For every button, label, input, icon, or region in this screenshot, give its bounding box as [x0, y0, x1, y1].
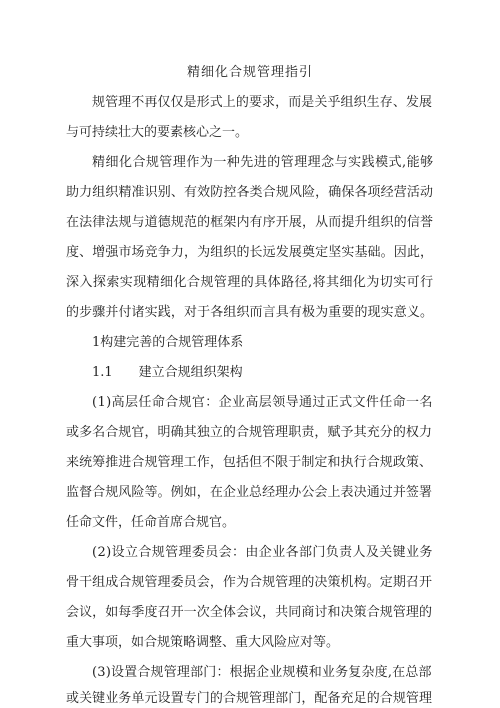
- para2-line-6: 的步骤并付诸实践，对于各组织而言具有极为重要的现实意义。: [66, 305, 434, 320]
- item1-line-4: 监督合规风险等。例如，在企业总经理办公会上表决通过并签署: [66, 485, 433, 500]
- item2-line-4: 重大事项，如合规策略调整、重大风险应对等。: [66, 635, 340, 650]
- heading-section-1-1: 1.1 建立合规组织架构: [92, 365, 243, 380]
- item1-line-2: 或多名合规官，明确其独立的合规管理职责，赋予其充分的权力: [66, 425, 433, 440]
- intro-line-2: 与可持续壮大的要素核心之一。: [66, 125, 249, 140]
- intro-line-1: 规管理不再仅仅是形式上的要求，而是关乎组织生存、发展: [92, 95, 433, 110]
- item2-line-3: 会议，如每季度召开一次全体会议，共同商讨和决策合规管理的: [66, 605, 433, 620]
- item1-line-3: 来统筹推进合规管理工作，包括但不限于制定和执行合规政策、: [66, 455, 433, 470]
- document-title: 精细化合规管理指引: [186, 65, 313, 80]
- heading-section-1: 1构建完善的合规管理体系: [92, 335, 244, 350]
- para2-line-1: 精细化合规管理作为一种先进的管理理念与实践模式,能够: [92, 155, 434, 170]
- item1-line-5: 任命文件，任命首席合规官。: [66, 515, 236, 530]
- para2-line-4: 度、增强市场竞争力，为组织的长远发展奠定坚实基础。因此，: [66, 245, 434, 260]
- item2-line-1: (2)设立合规管理委员会：由企业各部门负责人及关键业务: [92, 545, 433, 560]
- para2-line-3: 在法律法规与道德规范的框架内有序开展，从而提升组织的信誉: [66, 215, 434, 230]
- item2-line-2: 骨干组成合规管理委员会，作为合规管理的决策机构。定期召开: [66, 575, 433, 590]
- para2-line-5: 深入探索实现精细化合规管理的具体路径,将其细化为切实可行: [66, 275, 434, 290]
- item3-line-1: (3)设置合规管理部门：根据企业规模和业务复杂度,在总部: [92, 665, 432, 680]
- para2-line-2: 助力组织精准识别、有效防控各类合规风险，确保各项经营活动: [66, 185, 434, 200]
- item1-line-1: (1)高层任命合规官：企业高层领导通过正式文件任命一名: [92, 395, 433, 410]
- item3-line-2: 或关键业务单元设置专门的合规管理部门，配备充足的合规管理: [66, 691, 433, 706]
